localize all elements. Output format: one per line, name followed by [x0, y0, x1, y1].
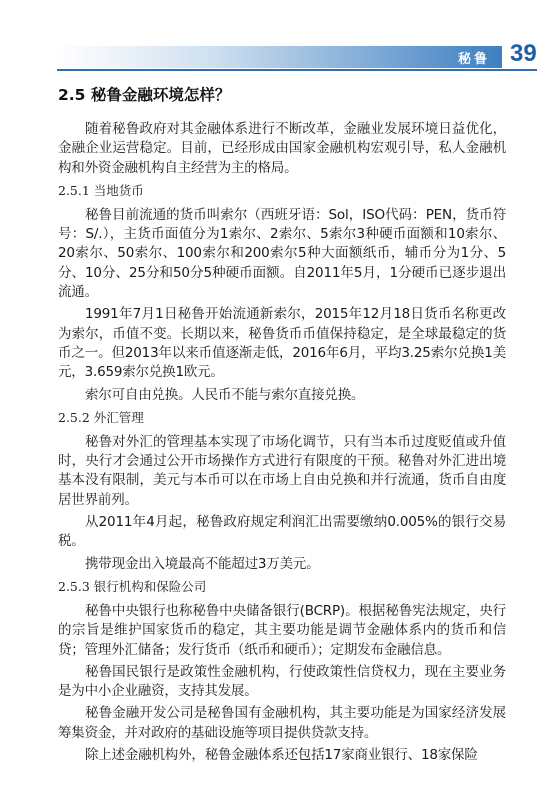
paragraph: 秘鲁国民银行是政策性金融机构，行使政策性信贷权力，现在主要业务是为中小企业融资，支持其发展。 [58, 663, 506, 700]
header-band [57, 46, 502, 68]
intro-paragraph: 随着秘鲁政府对其金融体系进行不断改革，金融业发展环境日益优化，金融企业运营稳定。目前，已经形成由国家金融机构宏观引导，私人金融机构和外资金融机构自主经营为主的格局。 [58, 121, 506, 176]
header-country: 秘鲁 [458, 52, 491, 67]
paragraph: 除上述金融机构外，秘鲁金融体系还包括17家商业银行、18家保险 [85, 747, 478, 764]
paragraph: 从2011年4月起，秘鲁政府规定利润汇出需要缴纳0.005%的银行交易税。 [58, 514, 506, 550]
paragraph: 携带现金出入境最高不能超过3万美元。 [85, 555, 320, 572]
paragraph: 秘鲁目前流通的货币叫索尔（西班牙语：Sol，ISO代码：PEN，货币符号：S/.），主货币面值分为1索尔、2索尔、5索尔3种硬币面额和10索尔、20索尔、50索尔、100索尔和200索尔5种大面额纸币，辅币分为1分、5分、10分、25分和50分5种硬币面额。自2011年5月，1分硬币已逐步退出流通。 [58, 206, 506, 301]
paragraph: 秘鲁中央银行也称秘鲁中央储备银行(BCRP)。根据秘鲁宪法规定，央行的宗旨是维护国家货币的稳定，其主要功能是调节金融体系内的货币和信贷；管理外汇储备；发行货币（纸币和硬币）；定期发布金融信息。 [58, 602, 506, 658]
section-title: 2.5 秘鲁金融环境怎样？ [58, 86, 231, 104]
paragraph: 秘鲁金融开发公司是秘鲁国有金融机构，其主要功能是为国家经济发展筹集资金，并对政府的基础设施等项目提供贷款支持。 [58, 705, 506, 741]
header-rule [57, 69, 537, 71]
page-content [58, 84, 506, 768]
page-number: 39 [510, 40, 537, 67]
paragraph: 1991年7月1日秘鲁开始流通新索尔，2015年12月18日货币名称更改为索尔，币值不变。长期以来，秘鲁货币币值保持稳定，是全球最稳定的货币之一。但2013年以来币值逐渐走低，2016年6月，平均3.25索尔兑换1美元，3.659索尔兑换1欧元。 [58, 306, 506, 381]
subsection-title-currency: 2.5.1 当地货币 [58, 182, 144, 198]
paragraph: 索尔可自由兑换。人民币不能与索尔直接兑换。 [85, 386, 365, 403]
subsection-title-forex: 2.5.2 外汇管理 [58, 409, 144, 425]
paragraph: 秘鲁对外汇的管理基本实现了市场化调节，只有当本币过度贬值或升值时，央行才会通过公开市场操作方式进行有限度的干预。秘鲁对外汇进出境基本没有限制，美元与本币可以在市场上自由兑换和并行流通，货币自由度居世界前列。 [58, 433, 506, 508]
subsection-title-banks: 2.5.3 银行机构和保险公司 [58, 578, 207, 594]
